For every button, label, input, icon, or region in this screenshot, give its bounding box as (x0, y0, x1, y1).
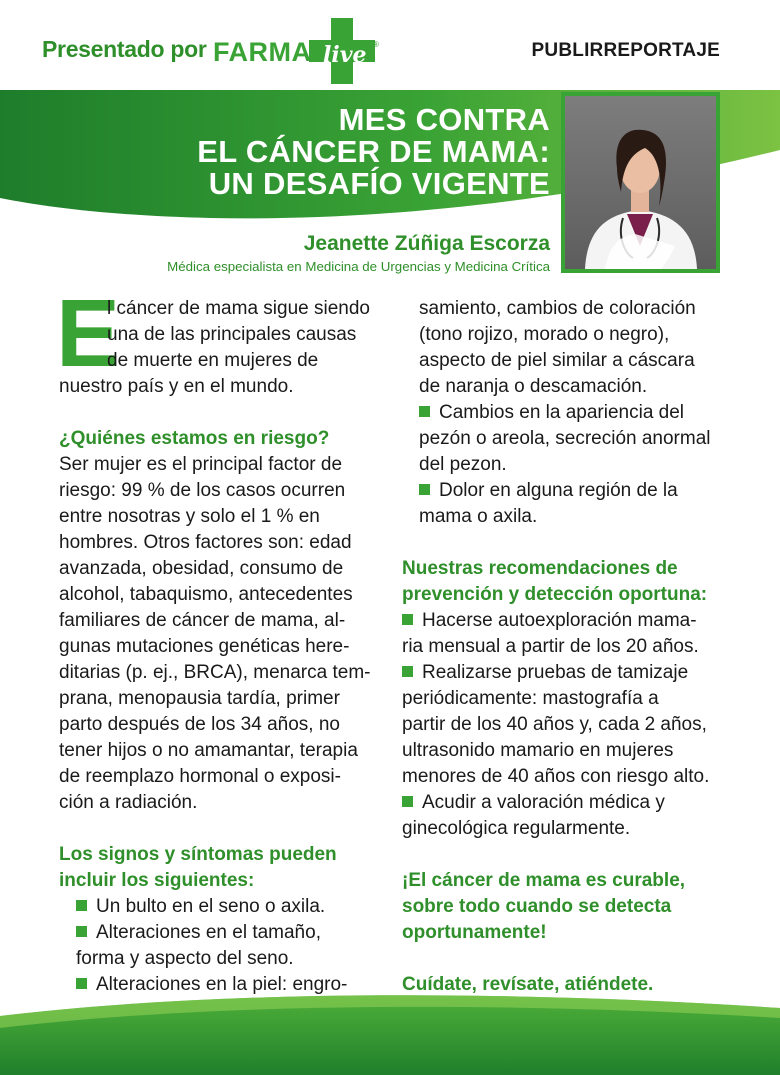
author-role: Médica especialista en Medicina de Urgencias y Medicina Crítica (167, 259, 550, 274)
intro-line: de muerte en mujeres de (107, 350, 319, 371)
slogan: Cuídate, revísate, atiéndete. (402, 974, 654, 995)
bullet-square-icon (76, 926, 87, 937)
rec-bullet-text: Hacerse autoexploración mama- (422, 610, 697, 631)
bullet-square-icon (419, 484, 430, 495)
drop-cap-letter: E (56, 280, 121, 387)
signs-bullet-text: Un bulto en el seno o axila. (96, 896, 326, 917)
bullet-square-icon (402, 614, 413, 625)
rec-heading-line: Nuestras recomendaciones de (402, 558, 678, 579)
intro-line: l cáncer de mama sigue siendo (107, 298, 370, 319)
risk-line: ción a radiación. (59, 792, 198, 813)
rec-line: periódicamente: mastografía a (402, 688, 659, 709)
rec-bullet-item (402, 790, 724, 816)
bullet-square-icon (76, 900, 87, 911)
signs-bullet-item (402, 400, 724, 426)
signs-line: del pezon. (419, 454, 507, 475)
signs-bullet-item (59, 920, 377, 946)
closing-line: sobre todo cuando se detecta (402, 896, 672, 917)
right-column (402, 296, 724, 998)
bullet-square-icon (402, 666, 413, 677)
risk-line: alcohol, tabaquismo, antecedentes (59, 584, 353, 605)
risk-paragraph (59, 452, 377, 816)
risk-line: entre nosotras y solo el 1 % en (59, 506, 320, 527)
bottom-green-wave (0, 988, 780, 1075)
author-portrait-illustration (565, 96, 716, 269)
bullet-square-icon (419, 406, 430, 417)
risk-line: parto después de los 34 años, no (59, 714, 340, 735)
rec-bullet-item (402, 608, 724, 634)
risk-line: tener hijos o no amamantar, terapia (59, 740, 358, 761)
logo-trademark: ® (373, 40, 379, 49)
title-line-1: MES CONTRA (338, 102, 550, 137)
signs-cont-line: de naranja o descamación. (419, 376, 648, 397)
risk-heading: ¿Quiénes estamos en riesgo? (59, 428, 330, 449)
intro-line: una de las principales causas (107, 324, 357, 345)
risk-line: hombres. Otros factores son: edad (59, 532, 352, 553)
rec-bullet-text: Acudir a valoración médica y (422, 792, 665, 813)
signs-heading-line: Los signos y síntomas pueden (59, 844, 337, 865)
risk-line: prana, menopausia tardía, primer (59, 688, 340, 709)
article-title (197, 104, 550, 200)
section-label: PUBLIRREPORTAJE (531, 40, 720, 61)
rec-line: menores de 40 años con riesgo alto. (402, 766, 710, 787)
signs-bullet-text: Dolor en alguna región de la (439, 480, 678, 501)
bullet-square-icon (402, 796, 413, 807)
author-photo (565, 96, 716, 269)
closing-line: ¡El cáncer de mama es curable, (402, 870, 686, 891)
closing-line: oportunamente! (402, 922, 547, 943)
risk-line: gunas mutaciones genéticas here- (59, 636, 350, 657)
risk-line: familiares de cáncer de mama, al- (59, 610, 346, 631)
signs-heading-line: incluir los siguientes: (59, 870, 255, 891)
risk-line: riesgo: 99 % de los casos ocurren (59, 480, 346, 501)
risk-line: avanzada, obesidad, consumo de (59, 558, 344, 579)
signs-line: mama o axila. (419, 506, 538, 527)
rec-bullet-item (402, 660, 724, 686)
intro-line: nuestro país y en el mundo. (59, 376, 294, 397)
presented-by-text: Presentado por (42, 36, 207, 62)
signs-cont-line: (tono rojizo, morado o negro), (419, 324, 670, 345)
author-name: Jeanette Zúñiga Escorza (303, 232, 550, 255)
title-line-3: UN DESAFÍO VIGENTE (208, 166, 550, 201)
rec-line: partir de los 40 años y, cada 2 años, (402, 714, 707, 735)
logo-farma-text: FARMA (213, 37, 312, 67)
rec-heading-line: prevención y detección oportuna: (402, 584, 708, 605)
rec-line: ultrasonido mamario en mujeres (402, 740, 674, 761)
author-photo-frame (561, 92, 720, 273)
left-column (59, 296, 377, 998)
signs-bullet-text: Alteraciones en el tamaño, (96, 922, 321, 943)
rec-line: ria mensual a partir de los 20 años. (402, 636, 699, 657)
intro-paragraph (59, 296, 377, 374)
farmalive-logo (213, 18, 383, 88)
signs-bullet-item (402, 478, 724, 504)
rec-bullet-text: Realizarse pruebas de tamizaje (422, 662, 689, 683)
signs-bullet-text: Alteraciones en la piel: engro- (96, 974, 348, 995)
signs-bullet-item (59, 894, 377, 920)
signs-line: pezón o areola, secreción anormal (419, 428, 711, 449)
signs-cont-line: aspecto de piel similar a cáscara (419, 350, 695, 371)
signs-cont-line: samiento, cambios de coloración (419, 298, 696, 319)
signs-bullet-text: Cambios en la apariencia del (439, 402, 685, 423)
logo-live-text: live (323, 42, 367, 68)
title-line-2: EL CÁNCER DE MAMA: (197, 134, 550, 169)
risk-line: Ser mujer es el principal factor de (59, 454, 343, 475)
risk-line: de reemplazo hormonal o exposi- (59, 766, 341, 787)
rec-line: ginecológica regularmente. (402, 818, 631, 839)
risk-line: ditarias (p. ej., BRCA), menarca tem- (59, 662, 371, 683)
signs-line: forma y aspecto del seno. (76, 948, 294, 969)
